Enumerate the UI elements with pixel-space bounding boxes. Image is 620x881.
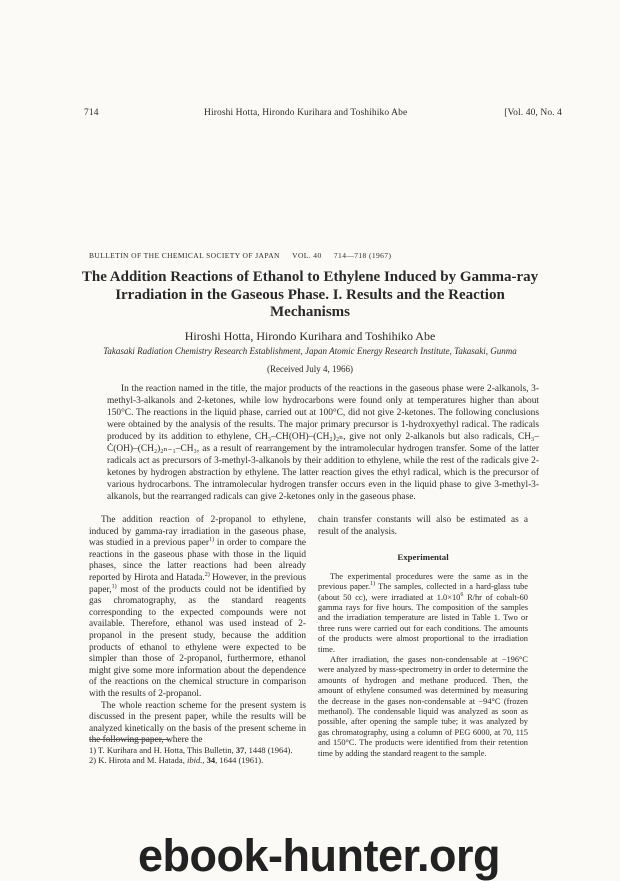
article-authors: Hiroshi Hotta, Hirondo Kurihara and Toshihiko Abe xyxy=(184,329,436,343)
text: The experimental procedures were the same as in the previous paper. xyxy=(318,571,528,592)
text: The samples, collected in a hard-glass tube (about 50 cc), were irradiated at 1.0×10 xyxy=(318,582,528,602)
paragraph: chain transfer constants will also be estimated as a result of the analysis. xyxy=(318,515,528,537)
footnote-2 xyxy=(89,755,306,765)
ibid: ibid. xyxy=(186,755,203,766)
journal-name: BULLETIN OF THE CHEMICAL SOCIETY OF JAPAN xyxy=(89,251,280,260)
article-affiliation: Takasaki Radiation Chemistry Research Establishment, Japan Atomic Energy Research Institute, Takasaki, Gunma xyxy=(103,346,517,356)
article-title: The Addition Reactions of Ethanol to Ethylene Induced by Gamma-ray Irradiation in the Gaseous Phase. I. Results and the Reaction Mechanisms xyxy=(81,269,539,320)
paragraph: After irradiation, the gases non-condensable at −196°C were analyzed by mass-spectrometry in order to determine the amounts of hydrogen and methane produced. Then, the amount of ethylene consumed was determined by measuring the decrease in the gases non-condensable at −94°C (frozen methanol). The condensable liquid was analyzed as soon as possible, after opening the sample tube; it was analyzed by gas chromatography, using a column of PEG 6000, at 70, 115 and 150°C. The products were identified from their retention time by adding the standard reagent to the sample. xyxy=(318,655,528,758)
footnote-1 xyxy=(89,745,306,755)
text: , xyxy=(202,755,207,766)
body-right-column xyxy=(318,515,528,759)
text: , 1448 (1964). xyxy=(244,745,293,755)
text: 2) K. Hirota and M. Hatada, xyxy=(89,755,187,766)
running-head-volume: [Vol. 40, No. 4 xyxy=(504,108,562,118)
paragraph xyxy=(318,572,528,655)
journal-line xyxy=(89,251,529,260)
abstract-text-2: give not only 2-alkanols but also radicals, xyxy=(349,432,515,442)
text: However, in the previous paper, xyxy=(89,572,306,595)
abstract xyxy=(107,383,539,503)
abstract-text-3: as a result of rearrangement by the intramolecular hydrogen transfer. Some of the latter radicals act as precursors of 3-methyl-3-alkanols by their addition to ethylene, while the rest of the radicals give 2-ketones by hydrogen abstraction by ethylene. The latter reaction gives the ethyl radical, which is the precursor of various hydrocarbons. The intramolecular hydrogen transfer occurs even in the liquid phase to give 3-methyl-3-alkanols, but the rearranged radicals can give 2-ketones only in the gaseous phase. xyxy=(107,444,540,502)
text: The addition reaction of 2-propanol to ethylene, induced by gamma-ray irradiation in the gaseous phase, was studied in a previous paper xyxy=(89,515,306,549)
exponent: 6 xyxy=(460,591,464,598)
footnotes xyxy=(89,745,306,765)
citation: 1) xyxy=(370,581,376,588)
abstract-formula-1: CH₃–CH(OH)–(CH₂)₂ₙ, xyxy=(254,432,346,442)
volume: 37 xyxy=(235,745,245,755)
paragraph: The whole reaction scheme for the present system is discussed in the present paper, while the results will be analyzed kinetically on the basis of the present scheme in the following paper, where the xyxy=(89,700,306,746)
citation: 1) xyxy=(111,583,117,590)
text: in order to compare the reactions in the gaseous phase with those in the liquid phases, since the latter reactions had been already reported by Hirota and Hatada. xyxy=(89,538,306,583)
received-date: (Received July 4, 1966) xyxy=(267,364,353,374)
text: 1) T. Kurihara and H. Hotta, This Bulletin, xyxy=(89,745,236,755)
text: R/hr of cobalt-60 gamma rays for five hours. The composition of the samples and the irradiation temperature are listed in Table 1. Two or three runs were carried out for each conditions. The amounts of the products were almost proportional to the irradiation time. xyxy=(318,592,528,654)
journal-pages: 714—718 (1967) xyxy=(333,251,392,260)
journal-volume: VOL. 40 xyxy=(292,251,322,260)
body-left-column xyxy=(89,515,306,747)
text: most of the products could not be identified by gas chromatography, as the standard reagents corresponding to the expected compounds were not available. Therefore, ethanol was used instead of 2-propanol in the present study, because the addition products of ethanol to ethylene were expected to be simpler than those of 2-propanol, furthermore, ethanol might give some more information about the dependence of the reactions on the chemical structure in comparison with the results of 2-propanol. xyxy=(89,584,306,699)
page-number: 714 xyxy=(84,108,99,118)
footnote-rule xyxy=(89,739,169,740)
paragraph xyxy=(89,515,306,701)
text: , 1644 (1961). xyxy=(215,755,264,766)
abstract-formula-2: CH₃–Ċ(OH)–(CH₂)₂ₙ₋₁–CH₃, xyxy=(107,432,540,454)
abstract-text-1: In the reaction named in the title, the major products of the reactions in the gaseous phase were 2-alkanols, 3-methyl-3-alkanols and 2-ketones, while low hydrocarbons were found only at temperatures higher than about 150°C. The reactions in the liquid phase, carried out at 100°C, did not give 2-ketones. The following conclusions were obtained by the analysis of the results. The major primary precursor is 1-hydroxyethyl radical. The radicals produced by its addition to ethylene, xyxy=(107,384,539,442)
watermark: ebook-hunter.org xyxy=(138,830,500,881)
citation: 2) xyxy=(204,571,210,578)
section-heading: Experimental xyxy=(397,552,449,563)
volume: 34 xyxy=(206,755,216,766)
running-head-authors: Hiroshi Hotta, Hirondo Kurihara and Toshihiko Abe xyxy=(204,108,408,118)
citation: 1) xyxy=(208,537,214,544)
